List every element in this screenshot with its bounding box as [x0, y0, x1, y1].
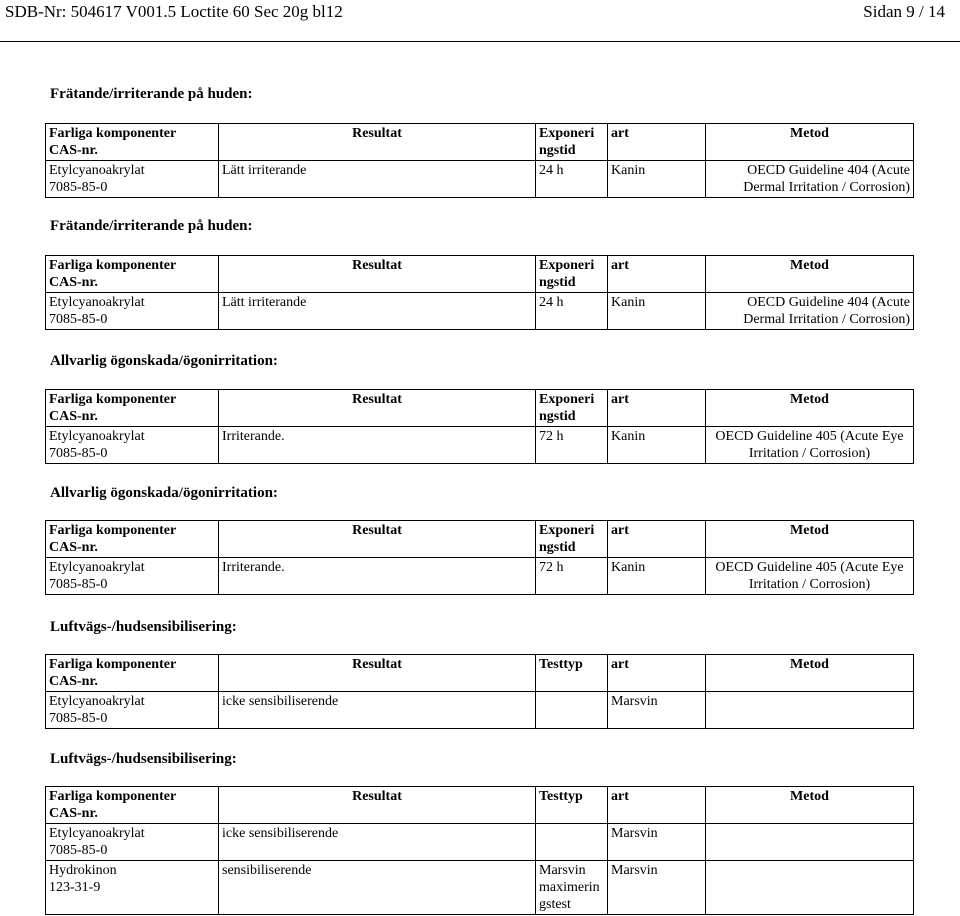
document-id: SDB-Nr: 504617 V001.5 Loctite 60 Sec 20g bl12: [5, 2, 343, 21]
header-exposure-cell: Exponeri ngstid: [536, 124, 608, 161]
header-exposure-cell: Exponeri ngstid: [536, 521, 608, 558]
species-cell: Marsvin: [608, 861, 706, 915]
species-cell: Kanin: [608, 427, 706, 464]
header-method-cell: Metod: [706, 655, 914, 692]
header-component-cell: Farliga komponenter CAS-nr.: [46, 124, 219, 161]
exposure-cell: 72 h: [536, 558, 608, 595]
component-cell: Etylcyanoakrylat 7085-85-0: [46, 824, 219, 861]
header-testtype-cell: Testtyp: [536, 787, 608, 824]
header-method-cell: Metod: [706, 521, 914, 558]
result-cell: Lätt irriterande: [219, 293, 536, 330]
table-header-row: [46, 521, 914, 558]
sensitization-table-1: [45, 654, 914, 729]
component-cell: Etylcyanoakrylat 7085-85-0: [46, 692, 219, 729]
table-header-row: [46, 655, 914, 692]
component-cell: Etylcyanoakrylat 7085-85-0: [46, 558, 219, 595]
header-method-cell: Metod: [706, 390, 914, 427]
species-cell: Kanin: [608, 161, 706, 198]
header-exposure-cell: Exponeri ngstid: [536, 256, 608, 293]
header-result-cell: Resultat: [219, 655, 536, 692]
species-cell: Kanin: [608, 293, 706, 330]
exposure-cell: 24 h: [536, 161, 608, 198]
table-header-row: [46, 390, 914, 427]
header-testtype-cell: Testtyp: [536, 655, 608, 692]
component-cell: Etylcyanoakrylat 7085-85-0: [46, 427, 219, 464]
table-row: [46, 692, 914, 729]
header-species-cell: art: [608, 521, 706, 558]
header-method-cell: Metod: [706, 787, 914, 824]
section-title-sensitization-1: Luftvägs-/hudsensibilisering:: [50, 619, 237, 635]
page-header: [5, 2, 945, 26]
exposure-cell: 24 h: [536, 293, 608, 330]
header-method-cell: Metod: [706, 124, 914, 161]
page-number: Sidan 9 / 14: [863, 2, 945, 21]
result-cell: icke sensibiliserende: [219, 692, 536, 729]
header-component-cell: Farliga komponenter CAS-nr.: [46, 787, 219, 824]
method-cell: [706, 824, 914, 861]
header-species-cell: art: [608, 256, 706, 293]
component-cell: Etylcyanoakrylat 7085-85-0: [46, 161, 219, 198]
testtype-cell: Marsvin maximerin gstest: [536, 861, 608, 915]
table-header-row: [46, 256, 914, 293]
result-cell: Irriterande.: [219, 558, 536, 595]
table-row: [46, 861, 914, 915]
header-component-cell: Farliga komponenter CAS-nr.: [46, 390, 219, 427]
method-cell: OECD Guideline 405 (Acute Eye Irritation / Corrosion): [706, 558, 914, 595]
testtype-cell: [536, 824, 608, 861]
header-species-cell: art: [608, 124, 706, 161]
header-result-cell: Resultat: [219, 256, 536, 293]
result-cell: Lätt irriterande: [219, 161, 536, 198]
species-cell: Marsvin: [608, 692, 706, 729]
section-title-eye-2: Allvarlig ögonskada/ögonirritation:: [50, 485, 278, 501]
header-result-cell: Resultat: [219, 521, 536, 558]
table-header-row: [46, 124, 914, 161]
header-component-cell: Farliga komponenter CAS-nr.: [46, 655, 219, 692]
method-cell: OECD Guideline 404 (Acute Dermal Irritation / Corrosion): [706, 161, 914, 198]
skin-irritation-table-2: [45, 255, 914, 330]
table-row: [46, 558, 914, 595]
method-cell: OECD Guideline 404 (Acute Dermal Irritation / Corrosion): [706, 293, 914, 330]
header-species-cell: art: [608, 655, 706, 692]
method-cell: [706, 692, 914, 729]
header-divider: [0, 41, 960, 42]
header-exposure-cell: Exponeri ngstid: [536, 390, 608, 427]
section-title-skin-1: Frätande/irriterande på huden:: [50, 86, 253, 102]
skin-irritation-table-1: [45, 123, 914, 198]
table-row: [46, 824, 914, 861]
header-method-cell: Metod: [706, 256, 914, 293]
method-cell: OECD Guideline 405 (Acute Eye Irritation / Corrosion): [706, 427, 914, 464]
section-title-skin-2: Frätande/irriterande på huden:: [50, 218, 253, 234]
testtype-cell: [536, 692, 608, 729]
table-row: [46, 161, 914, 198]
header-result-cell: Resultat: [219, 124, 536, 161]
result-cell: icke sensibiliserende: [219, 824, 536, 861]
section-title-eye-1: Allvarlig ögonskada/ögonirritation:: [50, 353, 278, 369]
species-cell: Marsvin: [608, 824, 706, 861]
component-cell: Etylcyanoakrylat 7085-85-0: [46, 293, 219, 330]
eye-irritation-table-2: [45, 520, 914, 595]
component-cell: Hydrokinon 123-31-9: [46, 861, 219, 915]
table-row: [46, 293, 914, 330]
header-result-cell: Resultat: [219, 390, 536, 427]
result-cell: Irriterande.: [219, 427, 536, 464]
table-row: [46, 427, 914, 464]
header-result-cell: Resultat: [219, 787, 536, 824]
exposure-cell: 72 h: [536, 427, 608, 464]
species-cell: Kanin: [608, 558, 706, 595]
section-title-sensitization-2: Luftvägs-/hudsensibilisering:: [50, 751, 237, 767]
method-cell: [706, 861, 914, 915]
eye-irritation-table-1: [45, 389, 914, 464]
header-species-cell: art: [608, 390, 706, 427]
header-component-cell: Farliga komponenter CAS-nr.: [46, 256, 219, 293]
result-cell: sensibiliserende: [219, 861, 536, 915]
sensitization-table-2: [45, 786, 914, 915]
table-header-row: [46, 787, 914, 824]
header-component-cell: Farliga komponenter CAS-nr.: [46, 521, 219, 558]
header-species-cell: art: [608, 787, 706, 824]
